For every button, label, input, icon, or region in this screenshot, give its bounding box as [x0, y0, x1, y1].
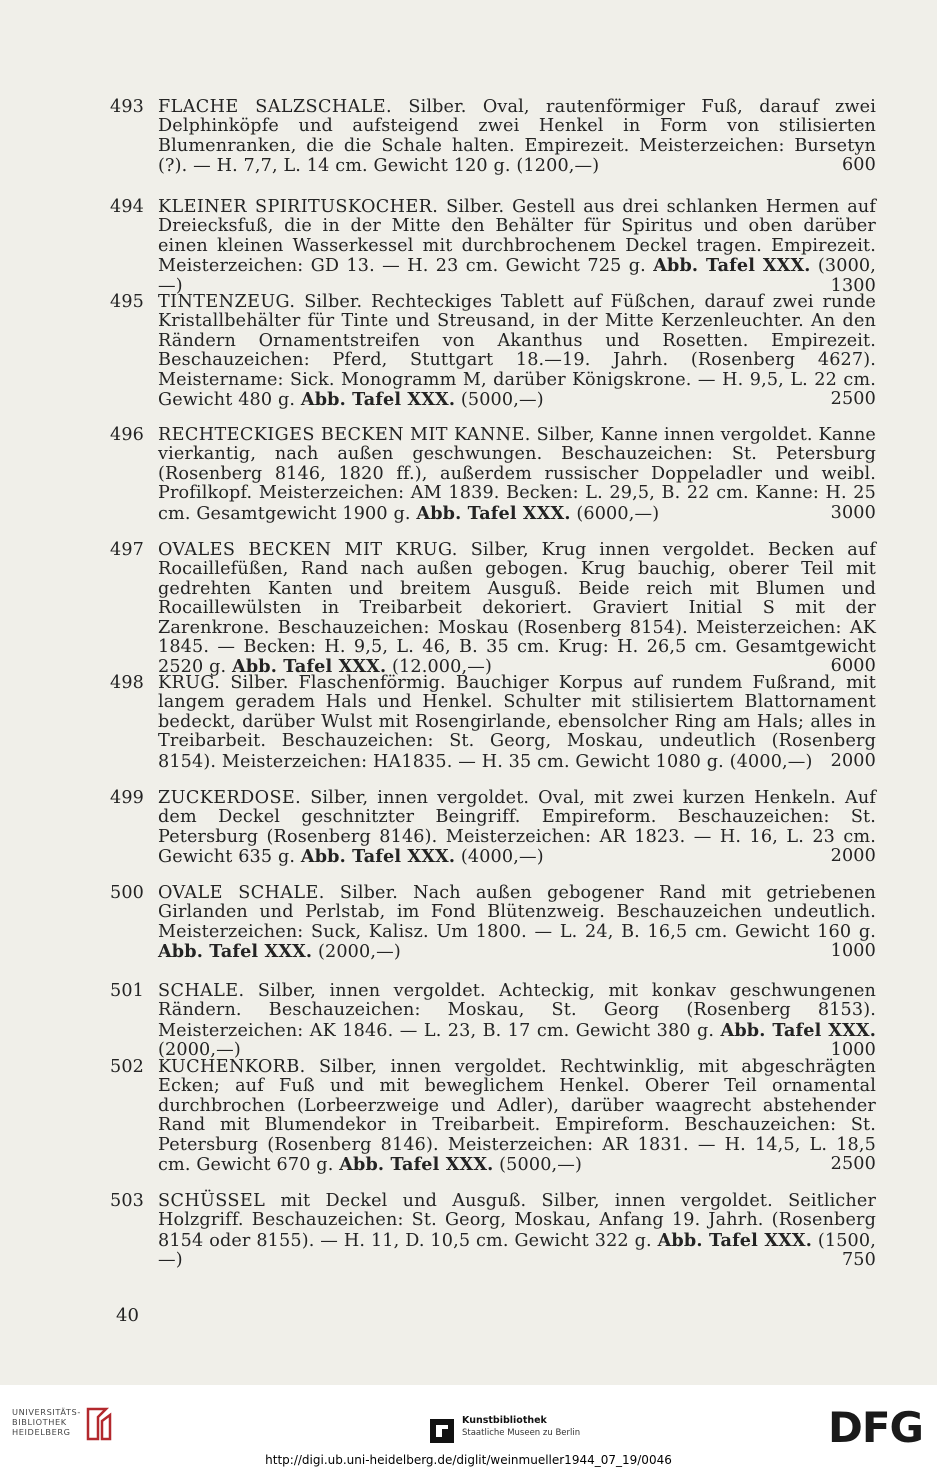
lot-description: Silber. Oval, rautenförmiger Fuß, darauf zwei Delphinköpfe und aufsteigend zwei Henkel in Form von stilisierten Blumenranken, die die Schale halten. Empirezeit. Meisterzeichen: Bursetyn (?). — H. 7,7, L. 14 cm. Gewicht 120 g. (1200,—)	[158, 97, 876, 177]
plate-reference: Abb. Tafel XXX.	[232, 656, 387, 678]
lot-price: 1000	[830, 1040, 876, 1061]
library-emblem-icon	[84, 1407, 112, 1441]
lot-description: Silber, Kanne innen vergoldet. Kanne vierkantig, nach außen geschwungen. Beschauzeichen: St. Petersburg (Rosenberg 8146, 1820 ff.), außerdem russischer Doppeladler und weibl. Profilkopf. Meisterzeichen: AM 1839. Becken: L. 29,5, B. 22 cm. Kanne: H. 25 cm. Gesamtgewicht 1900 g.	[158, 425, 876, 524]
lot-title: OVALE SCHALE.	[158, 883, 325, 903]
estimate: (6000,—)	[576, 503, 660, 524]
lot-description: Silber. Gestell aus drei schlanken Hermen auf Dreiecksfuß, die in der Mitte den Behälter für Spiritus und oben darüber einen kleinen Wasserkessel mit durchbrochenem Deckel tragen. Empirezeit. Meisterzeichen: GD 13. — H. 23 cm. Gewicht 725 g.	[158, 197, 877, 277]
lot-price: 2000	[830, 750, 876, 771]
plate-reference: Abb. Tafel XXX.	[416, 502, 571, 524]
kunstbibliothek-icon	[428, 1417, 456, 1445]
lot-number: 500	[110, 883, 145, 903]
plate-reference: Abb. Tafel XXX.	[657, 1229, 813, 1251]
lot-price: 3000	[830, 502, 876, 523]
catalog-entry	[110, 674, 876, 772]
estimate: (5000,—)	[460, 390, 544, 411]
lot-description: Silber, innen vergoldet. Achteckig, mit konkav geschwungenen Rändern. Beschauzeichen: Moskau, St. Georg (Rosenberg 8153). Meisterzeichen: AK 1846. — L. 23, B. 17 cm. Gewicht 380 g.	[158, 981, 877, 1041]
lot-title: FLACHE SALZSCHALE.	[158, 97, 393, 117]
dfg-logo[interactable]: DFG	[828, 1403, 924, 1452]
lot-description: Silber, Krug innen vergoldet. Becken auf Rocaillefüßen, Rand nach außen gebogen. Krug bauchig, oberer Teil mit gedrehten Kanten und breitem Ausguß. Beide reich mit Blumen und Rocaillewülsten in Treibarbeit dekoriert. Graviert Initial S mit der Zarenkrone. Beschauzeichen: Moskau (Rosenberg 8154). Meisterzeichen: AK 1845. — Becken: H. 9,5, L. 46, B. 35 cm. Krug: H. 26,5 cm. Gesamtgewicht 2520 g.	[158, 540, 876, 678]
lot-description: Silber. Rechteckiges Tablett auf Füßchen, darauf zwei runde Kristallbehälter für Tinte und Streusand, in der Mitte Kerzenleuchter. An den Rändern Ornamentstreifen von Akanthus und Rosetten. Empirezeit. Beschauzeichen: Pferd, Stuttgart 18.—19. Jahrh. (Rosenberg 4627). Meistername: Sick. Monogramm M, darüber Königskrone. — H. 9,5, L. 22 cm. Gewicht 480 g.	[158, 292, 876, 411]
lot-price: 6000	[830, 656, 876, 677]
lot-number: 495	[110, 292, 145, 312]
catalog-entry	[110, 982, 876, 1061]
lot-description: Silber, innen vergoldet. Oval, mit zwei kurzen Henkeln. Auf dem Deckel geschnitzter Beingriff. Empireform. Beschauzeichen: St. Petersburg (Rosenberg 8146). Meisterzeichen: AR 1823. — H. 16, L. 23 cm. Gewicht 635 g.	[158, 788, 877, 868]
lot-price: 2500	[830, 389, 876, 410]
lot-number: 502	[110, 1057, 145, 1077]
estimate: (2000,—)	[158, 1040, 241, 1061]
lot-price: 1000	[830, 941, 876, 962]
estimate: (4000,—)	[460, 847, 544, 868]
plate-reference: Abb. Tafel XXX.	[720, 1019, 876, 1041]
lot-price: 1300	[830, 275, 876, 296]
plate-reference: Abb. Tafel XXX.	[653, 255, 811, 277]
estimate: (3000,—)	[158, 256, 877, 296]
page-number: 40	[116, 1305, 139, 1326]
plate-reference: Abb. Tafel XXX.	[300, 389, 456, 411]
catalog-entry	[110, 884, 876, 963]
lot-title: KRUG.	[158, 673, 221, 693]
lot-number: 499	[110, 788, 145, 808]
catalog-entry	[110, 198, 876, 296]
lot-description: mit Deckel und Ausguß. Silber, innen vergoldet. Seitlicher Holzgriff. Beschauzeichen: St. Georg, Moskau, Anfang 19. Jahrh. (Rosenberg 8154 oder 8155). — H. 11, D. 10,5 cm. Gewicht 322 g.	[158, 1191, 877, 1251]
lot-title: KUCHENKORB.	[158, 1057, 306, 1077]
estimate: (5000,—)	[499, 1155, 583, 1176]
kunstbibliothek-title: Kunstbibliothek	[462, 1415, 547, 1426]
lot-title: SCHALE.	[158, 981, 245, 1001]
viewer-footer	[0, 1385, 937, 1473]
lot-price: 2500	[830, 1154, 876, 1175]
catalog-entry	[110, 1192, 876, 1271]
lot-number: 503	[110, 1191, 145, 1211]
lot-number: 498	[110, 673, 145, 693]
lot-number: 494	[110, 197, 145, 217]
plate-reference: Abb. Tafel XXX.	[339, 1154, 494, 1176]
estimate: (12.000,—)	[392, 657, 492, 678]
catalog-entry	[110, 789, 876, 868]
lot-title: RECHTECKIGES BECKEN MIT KANNE.	[158, 425, 531, 445]
lot-number: 496	[110, 425, 145, 445]
library-name: UNIVERSITÄTS- BIBLIOTHEK HEIDELBERG	[12, 1407, 81, 1437]
lot-price: 750	[841, 1250, 876, 1271]
catalog-entry	[110, 426, 876, 524]
lot-price: 2000	[830, 846, 876, 867]
estimate: (2000,—)	[317, 942, 401, 963]
catalog-entry	[110, 1058, 876, 1175]
lot-title: SCHÜSSEL	[158, 1191, 266, 1211]
lot-title: OVALES BECKEN MIT KRUG.	[158, 540, 458, 560]
plate-reference: Abb. Tafel XXX.	[300, 846, 456, 868]
lot-title: ZUCKERDOSE.	[158, 788, 302, 808]
lot-description: Silber. Flaschenförmig. Bauchiger Korpus auf rundem Fußrand, mit langem geradem Hals und Henkel. Schulter mit stilisiertem Blattornament bedeckt, darüber Wulst mit Rosengirlande, ebensolcher Ring am Hals; alles in Treibarbeit. Beschauzeichen: St. Georg, Moskau, undeutlich (Rosenberg 8154). Meisterzeichen: HA1835. — H. 35 cm. Gewicht 1080 g. (4000,—)	[158, 673, 876, 772]
catalog-entry	[110, 541, 876, 678]
catalog-entry	[110, 293, 876, 410]
plate-reference: Abb. Tafel XXX.	[158, 941, 313, 963]
lot-price: 600	[841, 155, 876, 176]
estimate: (1500,—)	[158, 1230, 876, 1271]
lot-title: KLEINER SPIRITUSKOCHER.	[158, 197, 439, 217]
kunstbibliothek-subtitle: Staatliche Museen zu Berlin	[462, 1428, 581, 1438]
lot-number: 501	[110, 981, 145, 1001]
lot-description: Silber. Nach außen gebogener Rand mit getriebenen Girlanden und Perlstab, im Fond Blütenzweig. Beschauzeichen undeutlich. Meisterzeichen: Suck, Kalisz. Um 1800. — L. 24, B. 16,5 cm. Gewicht 160 g.	[158, 883, 876, 942]
lot-number: 497	[110, 540, 145, 560]
permalink-url[interactable]: http://digi.ub.uni-heidelberg.de/diglit/weinmueller1944_07_19/0046	[265, 1453, 672, 1467]
lot-description: Silber, innen vergoldet. Rechtwinklig, mit abgeschrägten Ecken; auf Fuß und mit beweglichem Henkel. Oberer Teil ornamental durchbrochen (Lorbeerzweige und Adler), darüber waagrecht abstehender Rand mit Blumendekor in Treibarbeit. Empireform. Beschauzeichen: St. Petersburg (Rosenberg 8146). Meisterzeichen: AR 1831. — H. 14,5, L. 18,5 cm. Gewicht 670 g.	[158, 1057, 876, 1176]
catalog-entry	[110, 98, 876, 177]
lot-title: TINTENZEUG.	[158, 292, 296, 312]
lot-number: 493	[110, 97, 145, 117]
